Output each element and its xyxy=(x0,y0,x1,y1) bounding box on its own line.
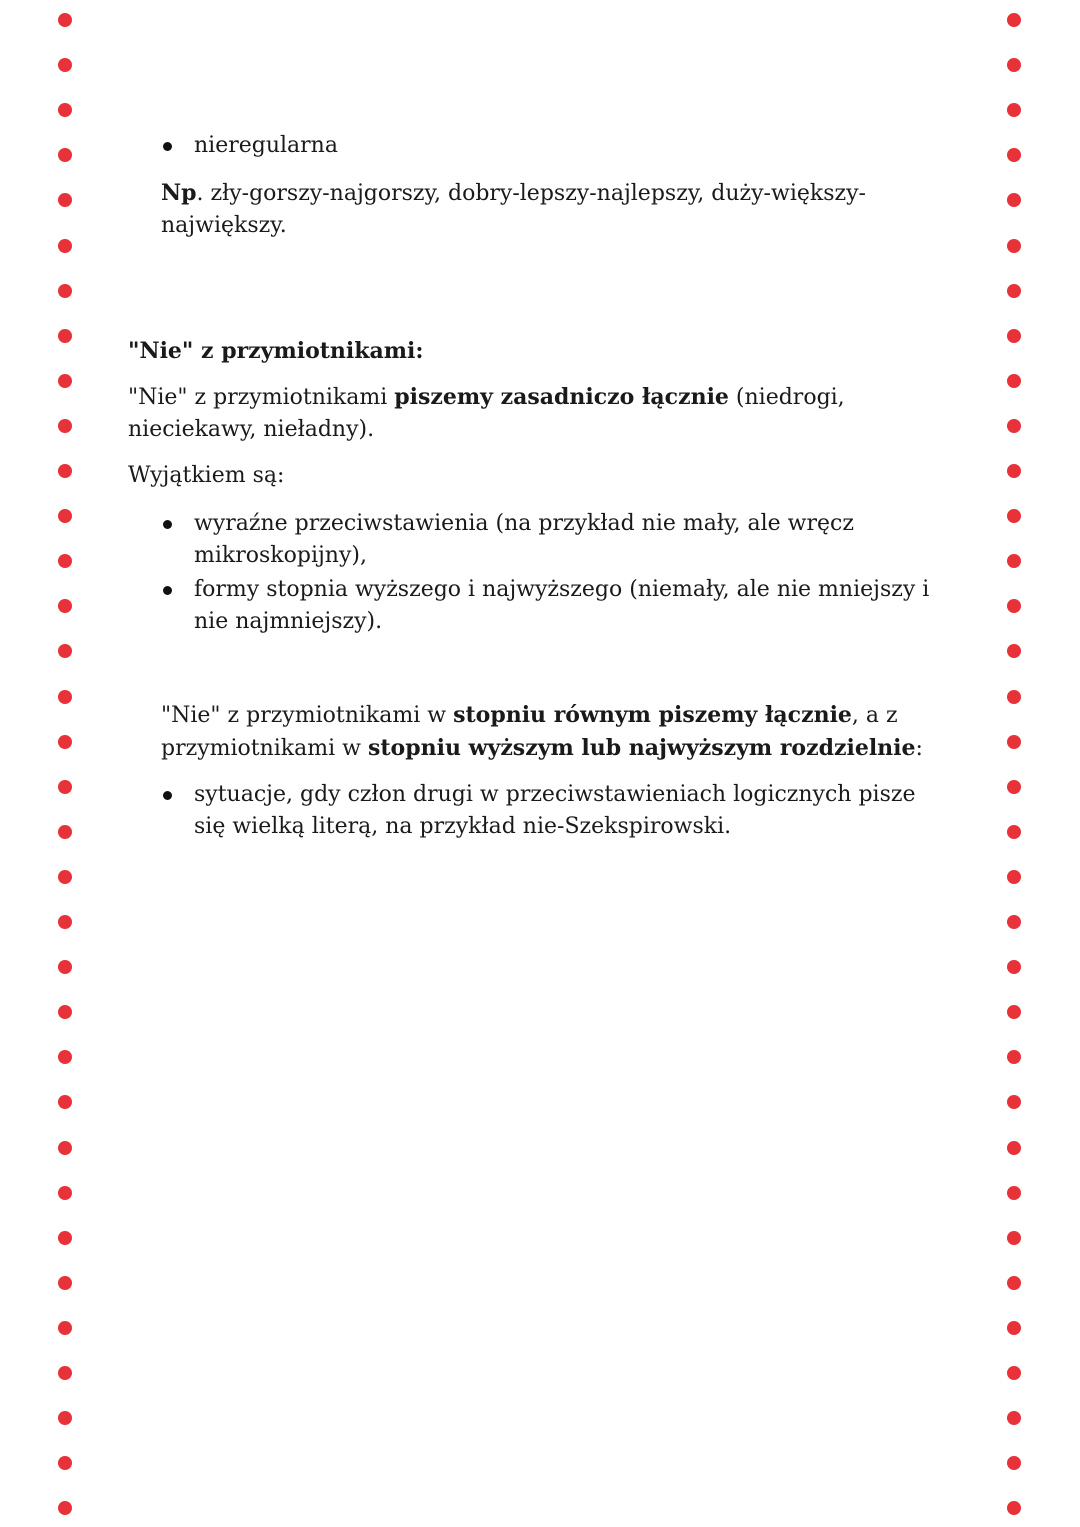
border-dot xyxy=(1007,464,1021,478)
border-dot xyxy=(58,599,72,613)
border-dot xyxy=(1007,103,1021,117)
border-dot xyxy=(1007,1186,1021,1200)
border-dot xyxy=(58,239,72,253)
section1-list xyxy=(161,130,941,164)
border-dot xyxy=(58,1231,72,1245)
border-dot xyxy=(58,1186,72,1200)
border-dot xyxy=(58,148,72,162)
border-dot xyxy=(58,1005,72,1019)
border-dot xyxy=(1007,780,1021,794)
border-dot xyxy=(58,1276,72,1290)
border-dot xyxy=(1007,825,1021,839)
border-dot xyxy=(1007,1231,1021,1245)
right-dot-border xyxy=(1007,0,1021,1527)
exceptions-list xyxy=(161,508,941,640)
border-dot xyxy=(1007,419,1021,433)
border-dot xyxy=(1007,509,1021,523)
example-label: Np xyxy=(161,180,197,206)
border-dot xyxy=(58,329,72,343)
list-item xyxy=(161,779,941,843)
border-dot xyxy=(1007,1050,1021,1064)
border-dot xyxy=(1007,239,1021,253)
rule-text-1: "Nie" z przymiotnikami xyxy=(128,385,395,410)
list-item-text: wyraźne przeciwstawienia (na przykład nie mały, ale wręcz mikroskopijny), xyxy=(194,511,854,568)
left-dot-border xyxy=(58,0,72,1527)
rule-text-2: (niedrogi, nieciekawy, nieładny). xyxy=(128,385,845,442)
border-dot xyxy=(1007,735,1021,749)
border-dot xyxy=(58,1456,72,1470)
border-dot xyxy=(58,690,72,704)
bullet-icon xyxy=(163,791,172,800)
situations-list xyxy=(161,779,941,845)
border-dot xyxy=(1007,915,1021,929)
border-dot xyxy=(58,1501,72,1515)
border-dot xyxy=(1007,13,1021,27)
border-dot xyxy=(58,1411,72,1425)
border-dot xyxy=(1007,1456,1021,1470)
border-dot xyxy=(1007,1005,1021,1019)
border-dot xyxy=(58,554,72,568)
rule-paragraph xyxy=(128,381,848,446)
bullet-icon xyxy=(163,142,172,151)
border-dot xyxy=(1007,58,1021,72)
list-item-text: nieregularna xyxy=(194,133,338,158)
degree-paragraph xyxy=(161,699,941,765)
exceptions-label: Wyjątkiem są: xyxy=(128,463,285,488)
border-dot xyxy=(58,103,72,117)
list-item xyxy=(161,508,941,572)
border-dot xyxy=(58,644,72,658)
example-text: . zły-gorszy-najgorszy, dobry-lepszy-najlepszy, duży-większy-największy. xyxy=(161,181,866,238)
border-dot xyxy=(1007,1321,1021,1335)
border-dot xyxy=(58,915,72,929)
border-dot xyxy=(58,13,72,27)
border-dot xyxy=(58,1095,72,1109)
border-dot xyxy=(58,374,72,388)
border-dot xyxy=(58,1050,72,1064)
border-dot xyxy=(58,825,72,839)
list-item-text: formy stopnia wyższego i najwyższego (niemały, ale nie mniejszy i nie najmniejszy). xyxy=(194,577,930,634)
border-dot xyxy=(1007,960,1021,974)
degree-text-1: "Nie" z przymiotnikami w xyxy=(161,703,454,728)
border-dot xyxy=(58,1321,72,1335)
section-heading: "Nie" z przymiotnikami: xyxy=(128,338,424,364)
degree-bold-2: stopniu wyższym lub najwyższym rozdzielnie xyxy=(367,735,916,761)
border-dot xyxy=(58,870,72,884)
border-dot xyxy=(58,1141,72,1155)
border-dot xyxy=(1007,1411,1021,1425)
degree-bold-1: stopniu równym piszemy łącznie xyxy=(453,702,852,728)
list-item xyxy=(161,130,941,162)
bullet-icon xyxy=(163,586,172,595)
bullet-icon xyxy=(163,520,172,529)
border-dot xyxy=(58,464,72,478)
border-dot xyxy=(1007,644,1021,658)
border-dot xyxy=(1007,329,1021,343)
border-dot xyxy=(1007,284,1021,298)
border-dot xyxy=(58,284,72,298)
degree-text-2: , a z przymiotnikami w xyxy=(161,703,898,761)
list-item-text: sytuacje, gdy człon drugi w przeciwstawieniach logicznych pisze się wielką literą, na przykład nie-Szekspirowski. xyxy=(194,782,916,839)
border-dot xyxy=(1007,1501,1021,1515)
border-dot xyxy=(58,735,72,749)
border-dot xyxy=(1007,1141,1021,1155)
border-dot xyxy=(1007,690,1021,704)
border-dot xyxy=(1007,870,1021,884)
border-dot xyxy=(58,193,72,207)
border-dot xyxy=(1007,1095,1021,1109)
border-dot xyxy=(58,509,72,523)
border-dot xyxy=(58,58,72,72)
border-dot xyxy=(58,419,72,433)
border-dot xyxy=(1007,374,1021,388)
list-item xyxy=(161,574,941,638)
border-dot xyxy=(58,1366,72,1380)
border-dot xyxy=(1007,554,1021,568)
degree-text-3: : xyxy=(915,736,923,761)
border-dot xyxy=(58,960,72,974)
border-dot xyxy=(1007,1366,1021,1380)
border-dot xyxy=(1007,148,1021,162)
border-dot xyxy=(1007,1276,1021,1290)
rule-bold: piszemy zasadniczo łącznie xyxy=(394,384,729,410)
border-dot xyxy=(1007,193,1021,207)
border-dot xyxy=(58,780,72,794)
border-dot xyxy=(1007,599,1021,613)
example-paragraph xyxy=(161,177,901,242)
